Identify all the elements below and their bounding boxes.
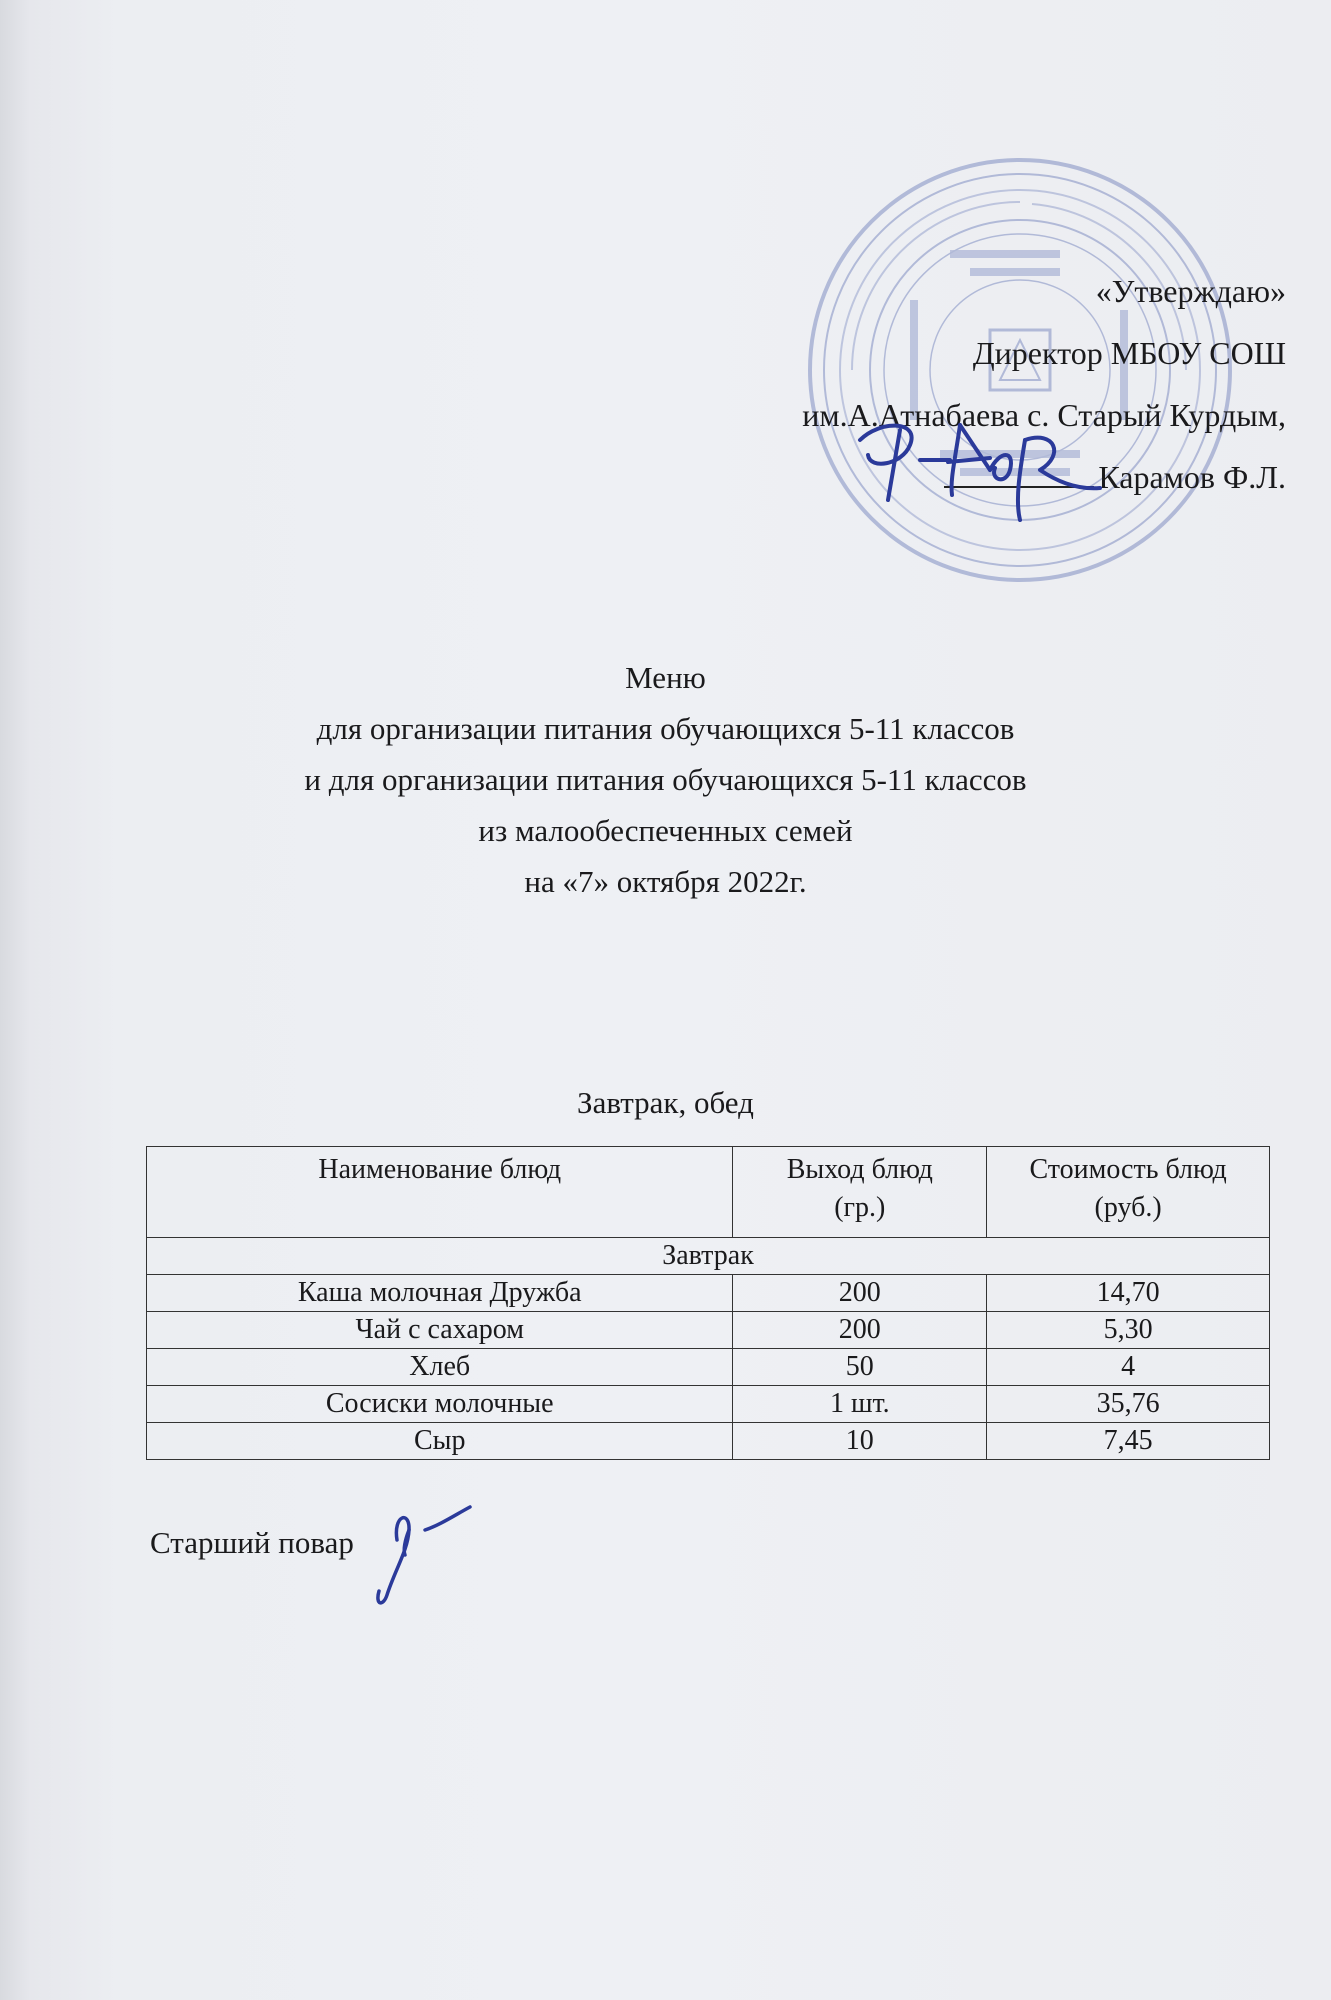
dish-cost: 7,45 [987,1423,1270,1460]
dish-name: Каша молочная Дружба [147,1275,733,1312]
dish-cost: 5,30 [987,1312,1270,1349]
table-row [147,1423,1270,1460]
dish-cost: 4 [987,1349,1270,1386]
head-cook-label: Старший повар [150,1525,354,1560]
title-menu: Меню [625,660,706,695]
title-date: на «7» октября 2022г. [524,864,807,899]
meal-section-label: Завтрак, обед [577,1085,754,1120]
head-cook-signature [365,1495,485,1615]
header-cost: Стоимость блюд (руб.) [987,1147,1270,1238]
title-line-3: и для организации питания обучающихся 5-11 классов [304,762,1027,797]
header-yield: Выход блюд (гр.) [733,1147,987,1238]
table-row [147,1275,1270,1312]
title-line-2: для организации питания обучающихся 5-11 классов [316,711,1015,746]
header-dish-name: Наименование блюд [147,1147,733,1238]
approval-heading: «Утверждаю» [1095,273,1286,309]
table-group-row [147,1238,1270,1275]
document-title [0,652,1331,907]
menu-table [146,1146,1270,1460]
dish-cost: 14,70 [987,1275,1270,1312]
table-header-row [147,1147,1270,1238]
title-line-4: из малообеспеченных семей [478,813,853,848]
approval-position: Директор МБОУ СОШ [972,335,1286,371]
table-row [147,1349,1270,1386]
table-row [147,1312,1270,1349]
director-signature [840,400,1120,540]
dish-name: Хлеб [147,1349,733,1386]
dish-name: Чай с сахаром [147,1312,733,1349]
dish-name: Сыр [147,1423,733,1460]
group-breakfast: Завтрак [147,1238,1270,1275]
dish-yield: 50 [733,1349,987,1386]
approval-director-name: Карамов Ф.Л. [1098,459,1286,495]
dish-yield: 10 [733,1423,987,1460]
dish-yield: 200 [733,1275,987,1312]
dish-name: Сосиски молочные [147,1386,733,1423]
dish-yield: 1 шт. [733,1386,987,1423]
table-row [147,1386,1270,1423]
dish-cost: 35,76 [987,1386,1270,1423]
dish-yield: 200 [733,1312,987,1349]
approval-school: им.А.Атнабаева с. Старый Курдым, [802,397,1286,433]
